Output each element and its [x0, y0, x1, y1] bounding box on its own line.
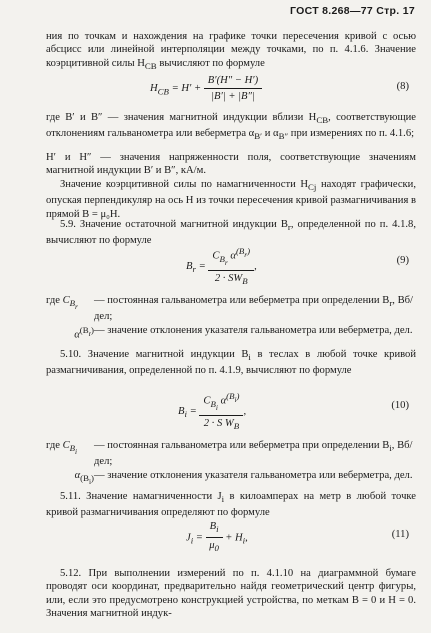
- where9-def-2: — значение отклонения указателя гальванометра или веберметра, дел.: [94, 324, 413, 336]
- where-block-8-h: H′ и H″ — значения напряженности поля, соответствующие значениям магнитной индукции B′ и B″, кА/м.: [46, 152, 416, 177]
- p4-end: в теслах в любой точке кривой размагничивания, определенной по п. 4.1.9, вычисляют по формуле: [46, 349, 417, 377]
- where8-d: при измерениях по п. 4.1.6;: [288, 128, 415, 140]
- w10-1-end: , Вб/дел;: [94, 440, 413, 468]
- eq11-denominator: [206, 538, 223, 555]
- p3-end: , определенной по п. 4.1.8, вычисляют по формуле: [46, 219, 416, 247]
- eq10-c: C: [203, 395, 211, 407]
- formula-9: $B_r$ = $\frac{C_{B_r} \alpha^{(B_r)}}{2 \cdot SW_B}$ ,: [186, 245, 257, 288]
- where10-label: где $C_{B_i}$: [46, 440, 78, 456]
- section-5-9: [46, 218, 416, 248]
- sub: i: [216, 524, 219, 535]
- eq11-mu: μ: [209, 540, 215, 552]
- formula-8: [150, 74, 262, 104]
- section-5-12: 5.12. При выполнении измерений по п. 4.1.10 на диаграммной бумаге проводят оси координат, предварительно найдя геометрический центр фигуры, или, если это предусмотрено конструкцией устройства, по меткам B = 0 и H = 0. Значения магнитной индук-: [46, 568, 416, 619]
- where9-row-1: [46, 294, 416, 324]
- where10-def-1: [94, 439, 414, 469]
- sup: (Br): [235, 246, 251, 259]
- sub: i: [184, 409, 187, 420]
- eq8-fraction: [204, 74, 262, 104]
- eq9-fraction: [208, 245, 254, 288]
- w10-1: — постоянная гальванометра или веберметра при определении B: [94, 440, 390, 451]
- sub: i: [221, 494, 225, 505]
- p2-end: находят графически, опуская перпендикуляр на ось H из точки пересечения кривой размагничивания в прямой B = μ₀H.: [46, 179, 416, 220]
- sub: CB: [144, 60, 157, 71]
- eq10-fraction: [199, 390, 243, 433]
- eq-number-9: (9): [396, 255, 409, 266]
- eq11-fraction: [206, 520, 223, 556]
- sub: i: [389, 443, 392, 454]
- where9-label: где $C_{B_r}$: [46, 295, 78, 311]
- p2-text: Значение коэрцитивной силы по намагниченности H: [60, 179, 309, 190]
- p5-end: в килоамперах на метр в любой точке кривой размагничивания определяют по формуле: [46, 491, 416, 519]
- p3-text: 5.9. Значение остаточной магнитной индукции B: [60, 219, 288, 230]
- intro-text-end: вычисляют по формуле: [156, 57, 265, 69]
- eq8-mid: = H′ +: [168, 83, 204, 95]
- where9-sym-2: $\alpha^{(B_r)}$: [74, 324, 94, 341]
- eq10-numerator: [199, 390, 243, 416]
- eq-number-10: (10): [391, 400, 409, 411]
- formula-10: $B_i$ = $\frac{C_{B_i} \alpha^{(B_i)}}{2 \cdot S W_B}$ ,: [178, 390, 246, 433]
- where10-def-2: — значение отклонения указателя гальванометра или веберметра, дел.: [94, 469, 413, 481]
- where-block-9: [46, 294, 416, 342]
- eq8-lhs: H: [150, 83, 158, 95]
- eq8-numerator: B′(H″ − H′): [204, 74, 262, 89]
- intro-text: ния по точкам и нахождения на графике точки пересечения кривой с осью абсцисс или линейной интерполяции между точками, по п. 4.1.6. Значение коэрцитивной силы H: [46, 31, 416, 69]
- sub: Bi: [210, 398, 218, 412]
- sub: B′: [254, 131, 263, 142]
- section-5-11: [46, 490, 416, 520]
- where9-row-2: [46, 324, 416, 342]
- where10-row-1: [46, 439, 416, 469]
- sub: i: [248, 352, 251, 363]
- sub: Cj: [308, 182, 317, 193]
- sub: r: [287, 222, 291, 233]
- sub: CB: [157, 86, 169, 97]
- sub: i: [190, 535, 194, 546]
- eq9-numerator: [208, 245, 254, 271]
- eq10-den-text: 2 · S W: [203, 417, 234, 429]
- w9-1: — постоянная гальванометра или веберметра при определении B: [94, 295, 390, 306]
- sup: (Bi): [226, 391, 240, 404]
- section-5-10: [46, 348, 416, 378]
- formula-11: $J_i$ = $\frac{B_i}{\mu_0}$ + $H_i$,: [186, 520, 248, 556]
- eq9-lhs: B: [186, 261, 193, 272]
- page-header: ГОСТ 8.268—77 Стр. 17: [290, 5, 415, 17]
- w9-1-end: , Вб/дел;: [94, 295, 413, 323]
- p4-text: 5.10. Значение магнитной индукции B: [60, 349, 249, 360]
- eq9-alpha: α: [230, 250, 236, 262]
- eq11-numerator: [206, 520, 223, 538]
- eq9-den-text: 2 · SW: [214, 272, 243, 284]
- sub: B: [233, 420, 240, 431]
- sub: B″: [278, 131, 289, 142]
- sub: i: [242, 535, 246, 546]
- eq-number-11: (11): [391, 529, 409, 540]
- eq8-denominator: |B′| + |B″|: [211, 91, 255, 103]
- where10-row-2: [46, 469, 416, 488]
- sub: CB: [316, 115, 329, 126]
- sub: Br: [219, 253, 228, 267]
- paragraph-intro: [46, 30, 416, 73]
- eq10-denominator: [199, 416, 243, 433]
- where10-sym-2: $\alpha_{(B_i)}$: [74, 469, 94, 486]
- sub: 0: [214, 543, 219, 554]
- p5-text: 5.11. Значение намагниченности J: [60, 491, 222, 502]
- paragraph-coercive-magnetization: [46, 178, 416, 221]
- where8-c: и α: [262, 128, 279, 140]
- where8-b: , соответствующие отклонениям гальванометра или веберметра α: [46, 112, 416, 140]
- sub: B: [242, 275, 248, 286]
- eq-number-8: (8): [396, 81, 409, 92]
- eq11-tail: + H: [222, 532, 243, 544]
- sub: r: [389, 298, 393, 309]
- eq9-c: C: [212, 250, 220, 262]
- eq11-b: B: [209, 521, 217, 532]
- sub: r: [192, 264, 196, 275]
- where-block-8: [46, 111, 416, 144]
- eq9-denominator: [208, 271, 254, 288]
- eq11-lhs: J: [186, 532, 191, 544]
- where9-def-1: [94, 294, 414, 324]
- where-block-10: [46, 439, 416, 488]
- where8-a: где B′ и B″ — значения магнитной индукции вблизи H: [46, 112, 317, 123]
- eq10-lhs: B: [178, 406, 185, 417]
- eq10-alpha: α: [220, 395, 227, 407]
